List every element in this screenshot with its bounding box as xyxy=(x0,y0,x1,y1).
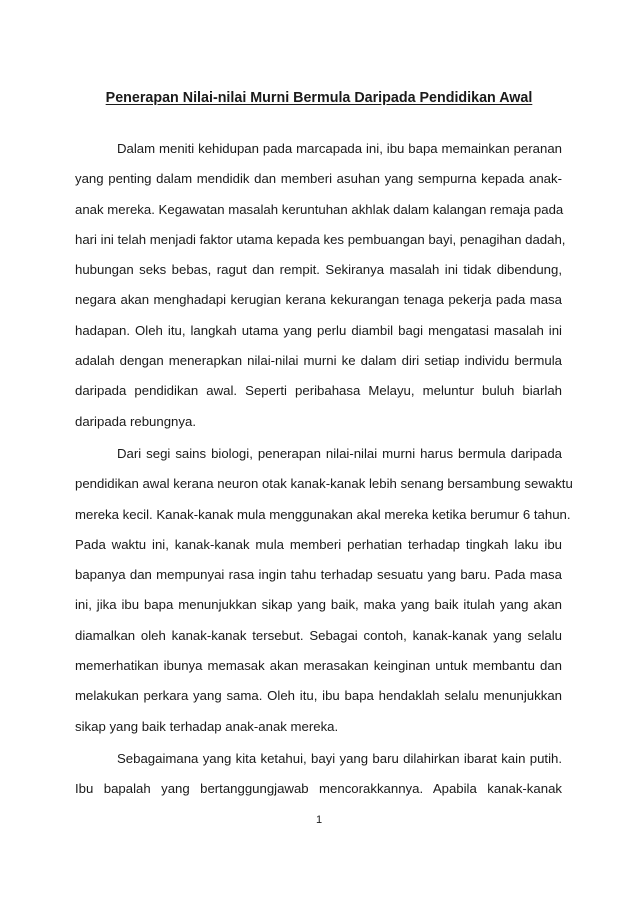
paragraph-line: adalah dengan menerapkan nilai-nilai murni ke dalam diri setiap individu bermula xyxy=(75,353,562,369)
paragraph-line: hadapan. Oleh itu, langkah utama yang perlu diambil bagi mengatasi masalah ini xyxy=(75,322,562,338)
paragraph-line: ini, jika ibu bapa menunjukkan sikap yang baik, maka yang baik itulah yang akan xyxy=(75,597,562,613)
paragraph-line: negara akan menghadapi kerugian kerana kekurangan tenaga pekerja pada masa xyxy=(75,292,562,308)
document-title: Penerapan Nilai-nilai Murni Bermula Daripada Pendidikan Awal xyxy=(105,90,533,106)
paragraph-line: Ibu bapalah yang bertanggungjawab mencorakkannya. Apabila kanak-kanak xyxy=(75,781,562,797)
paragraph-2 xyxy=(75,446,573,749)
paragraph-line: yang penting dalam mendidik dan memberi asuhan yang sempurna kepada anak- xyxy=(75,171,562,187)
paragraph-line: pendidikan awal kerana neuron otak kanak-kanak lebih senang bersambung sewaktu xyxy=(75,476,573,492)
paragraph-line: daripada rebungnya. xyxy=(75,413,196,429)
paragraph-line: memerhatikan ibunya memasak akan merasakan keinginan untuk membantu dan xyxy=(75,658,562,674)
paragraph-1 xyxy=(75,141,566,444)
paragraph-line: hubungan seks bebas, ragut dan rempit. Sekiranya masalah ini tidak dibendung, xyxy=(75,262,562,278)
paragraph-line: melakukan perkara yang sama. Oleh itu, ibu bapa hendaklah selalu menunjukkan xyxy=(75,688,562,704)
paragraph-line: Sebagaimana yang kita ketahui, bayi yang baru dilahirkan ibarat kain putih. xyxy=(117,751,562,766)
paragraph-line: Pada waktu ini, kanak-kanak mula memberi perhatian terhadap tingkah laku ibu xyxy=(75,536,562,552)
paragraph-3 xyxy=(75,751,562,812)
paragraph-line: daripada pendidikan awal. Seperti peribahasa Melayu, meluntur buluh biarlah xyxy=(75,383,562,399)
paragraph-line: Dari segi sains biologi, penerapan nilai-nilai murni harus bermula daripada xyxy=(117,446,562,461)
paragraph-line: diamalkan oleh kanak-kanak tersebut. Sebagai contoh, kanak-kanak yang selalu xyxy=(75,627,562,643)
paragraph-line: hari ini telah menjadi faktor utama kepada kes pembuangan bayi, penagihan dadah, xyxy=(75,231,566,247)
paragraph-line: bapanya dan mempunyai rasa ingin tahu terhadap sesuatu yang baru. Pada masa xyxy=(75,567,562,583)
paragraph-line: mereka kecil. Kanak-kanak mula menggunakan akal mereka ketika berumur 6 tahun. xyxy=(75,506,571,522)
paragraph-line: Dalam meniti kehidupan pada marcapada ini, ibu bapa memainkan peranan xyxy=(117,141,562,156)
paragraph-line: sikap yang baik terhadap anak-anak mereka. xyxy=(75,718,339,734)
page-number: 1 xyxy=(315,814,323,826)
paragraph-line: anak mereka. Kegawatan masalah keruntuhan akhlak dalam kalangan remaja pada xyxy=(75,201,564,217)
